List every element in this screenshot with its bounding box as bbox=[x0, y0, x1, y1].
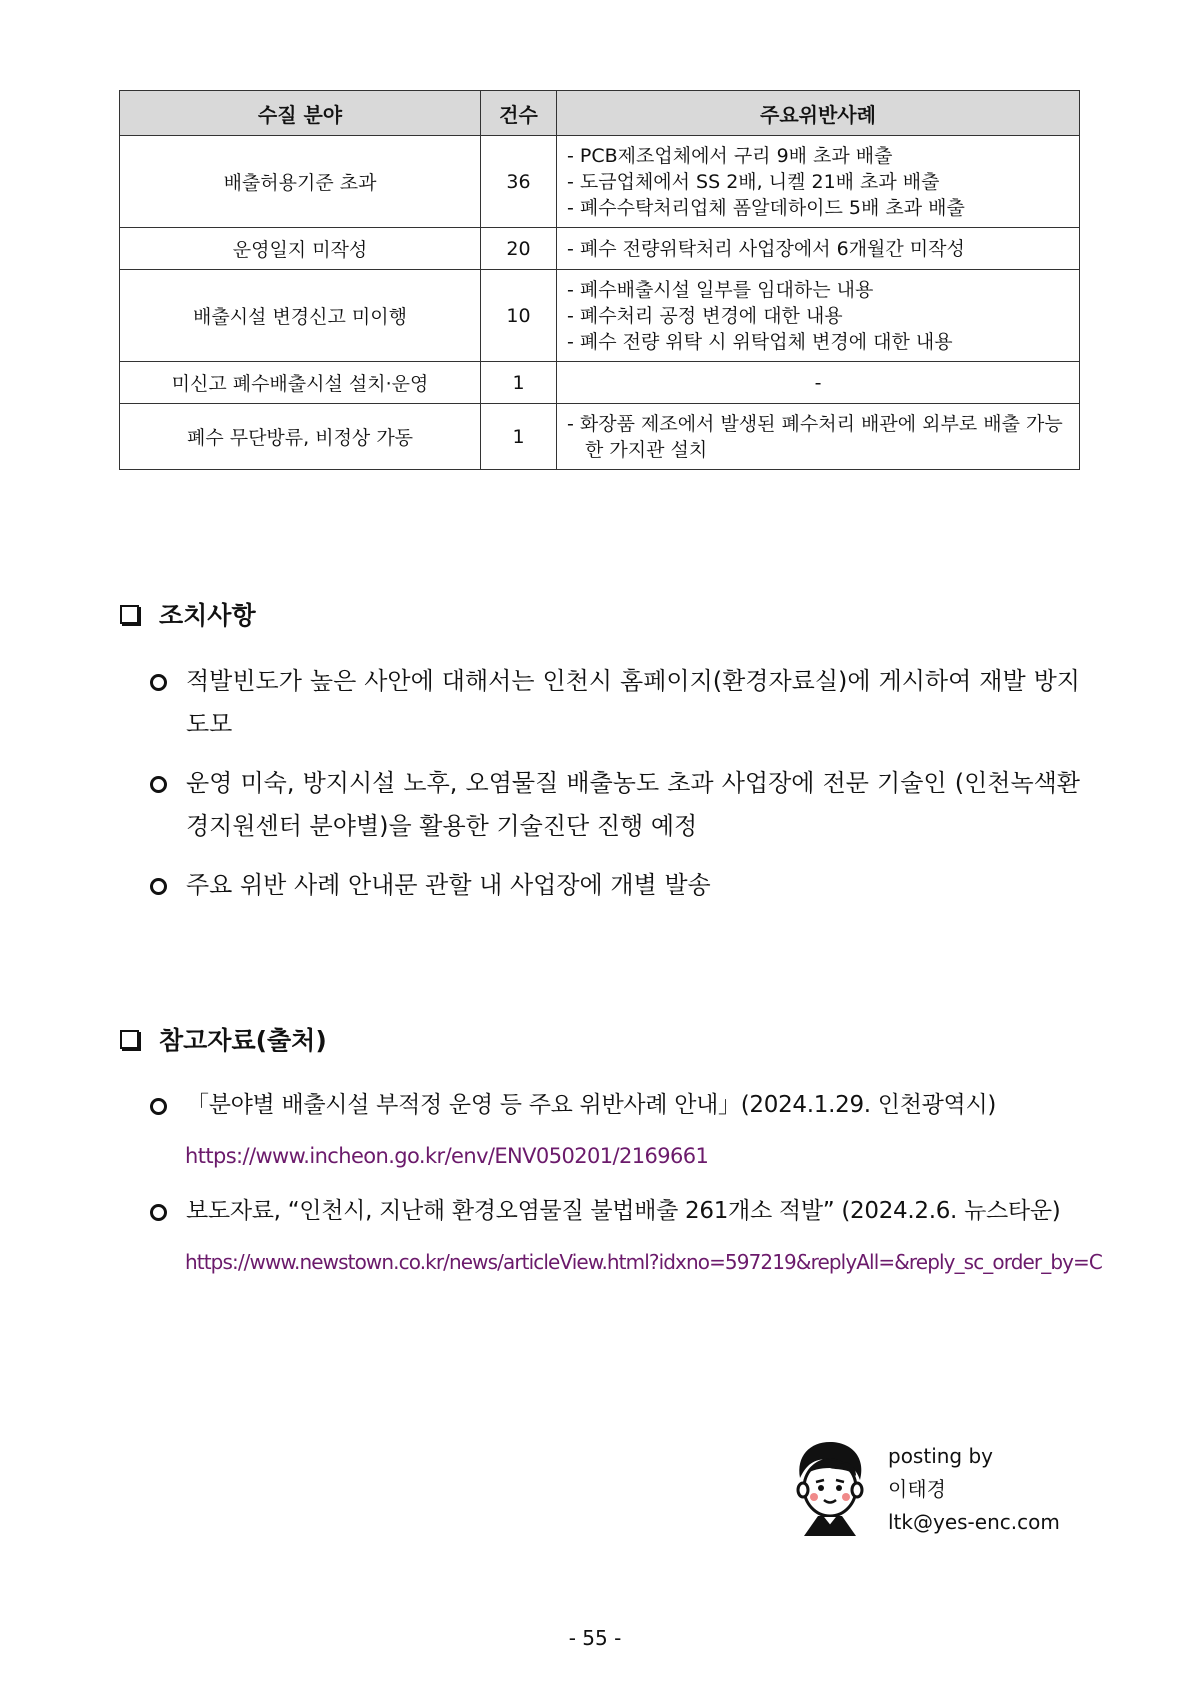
row-examples bbox=[557, 270, 1080, 362]
row-count: 1 bbox=[481, 362, 557, 404]
measure-item bbox=[150, 762, 1080, 848]
poster-info bbox=[888, 1440, 1060, 1539]
example-line: - 폐수처리 공정 변경에 대한 내용 bbox=[567, 304, 843, 327]
square-bullet-icon bbox=[120, 605, 139, 624]
poster-email[interactable]: ltk@yes-enc.com bbox=[888, 1510, 1060, 1534]
circle-bullet-icon bbox=[150, 674, 167, 691]
row-examples bbox=[557, 228, 1080, 270]
reference-link[interactable]: https://www.incheon.go.kr/env/ENV050201/2169661 bbox=[185, 1144, 709, 1168]
measure-item bbox=[150, 864, 1080, 907]
circle-bullet-icon bbox=[150, 1204, 167, 1221]
references-heading bbox=[120, 1021, 327, 1057]
measures-heading bbox=[120, 596, 256, 632]
reference-link[interactable]: https://www.newstown.co.kr/news/articleView.html?idxno=597219&replyAll=&reply_sc_order_by=C bbox=[185, 1250, 1102, 1274]
table-header-row bbox=[120, 91, 1080, 136]
row-count: 10 bbox=[481, 270, 557, 362]
circle-bullet-icon bbox=[150, 1098, 167, 1115]
row-field: 운영일지 미작성 bbox=[120, 228, 481, 270]
header-field: 수질 분야 bbox=[120, 91, 481, 136]
row-count: 36 bbox=[481, 136, 557, 228]
example-line: - 화장품 제조에서 발생된 폐수처리 배관에 외부로 배출 가능한 가지관 설치 bbox=[567, 412, 1063, 461]
poster-name: 이태경 bbox=[888, 1477, 946, 1501]
square-bullet-icon bbox=[120, 1030, 139, 1049]
violations-table bbox=[119, 90, 1080, 470]
header-examples: 주요위반사례 bbox=[557, 91, 1080, 136]
table-row bbox=[120, 228, 1080, 270]
circle-bullet-icon bbox=[150, 878, 167, 895]
circle-bullet-icon bbox=[150, 776, 167, 793]
table-row bbox=[120, 136, 1080, 228]
table-row bbox=[120, 404, 1080, 470]
row-examples: - bbox=[557, 362, 1080, 404]
row-count: 1 bbox=[481, 404, 557, 470]
measures-title: 조치사항 bbox=[159, 601, 256, 630]
row-count: 20 bbox=[481, 228, 557, 270]
example-line: - 폐수수탁처리업체 폼알데하이드 5배 초과 배출 bbox=[567, 196, 965, 219]
example-line: - 도금업체에서 SS 2배, 니켈 21배 초과 배출 bbox=[567, 170, 940, 193]
table-row bbox=[120, 270, 1080, 362]
example-line: - PCB제조업체에서 구리 9배 초과 배출 bbox=[567, 144, 893, 167]
row-field: 폐수 무단방류, 비정상 가동 bbox=[120, 404, 481, 470]
measure-text: 운영 미숙, 방지시설 노후, 오염물질 배출농도 초과 사업장에 전문 기술인 (인천녹색환경지원센터 분야별)을 활용한 기술진단 진행 예정 bbox=[186, 769, 1080, 840]
row-field: 배출허용기준 초과 bbox=[120, 136, 481, 228]
measure-item bbox=[150, 660, 1080, 746]
reference-item bbox=[150, 1190, 1080, 1233]
example-line: - 폐수배출시설 일부를 임대하는 내용 bbox=[567, 278, 874, 301]
table-row bbox=[120, 362, 1080, 404]
reference-text: 보도자료, “인천시, 지난해 환경오염물질 불법배출 261개소 적발” (2024.2.6. 뉴스타운) bbox=[186, 1198, 1061, 1224]
header-count: 건수 bbox=[481, 91, 557, 136]
measure-text: 주요 위반 사례 안내문 관할 내 사업장에 개별 발송 bbox=[186, 871, 711, 899]
measure-text: 적발빈도가 높은 사안에 대해서는 인천시 홈페이지(환경자료실)에 게시하여 재발 방지 도모 bbox=[186, 667, 1080, 738]
avatar-illustration-icon bbox=[790, 1438, 870, 1538]
references-title: 참고자료(출처) bbox=[159, 1026, 327, 1055]
row-field: 미신고 폐수배출시설 설치·운영 bbox=[120, 362, 481, 404]
reference-text: 「분야별 배출시설 부적정 운영 등 주요 위반사례 안내」(2024.1.29. 인천광역시) bbox=[186, 1092, 997, 1118]
row-field: 배출시설 변경신고 미이행 bbox=[120, 270, 481, 362]
example-line: - 폐수 전량 위탁 시 위탁업체 변경에 대한 내용 bbox=[567, 330, 953, 353]
row-examples bbox=[557, 404, 1080, 470]
page-number: - 55 - bbox=[568, 1626, 622, 1650]
example-line: - 폐수 전량위탁처리 사업장에서 6개월간 미작성 bbox=[567, 237, 965, 260]
reference-item bbox=[150, 1084, 1080, 1127]
row-examples bbox=[557, 136, 1080, 228]
posting-by-label: posting by bbox=[888, 1444, 994, 1468]
